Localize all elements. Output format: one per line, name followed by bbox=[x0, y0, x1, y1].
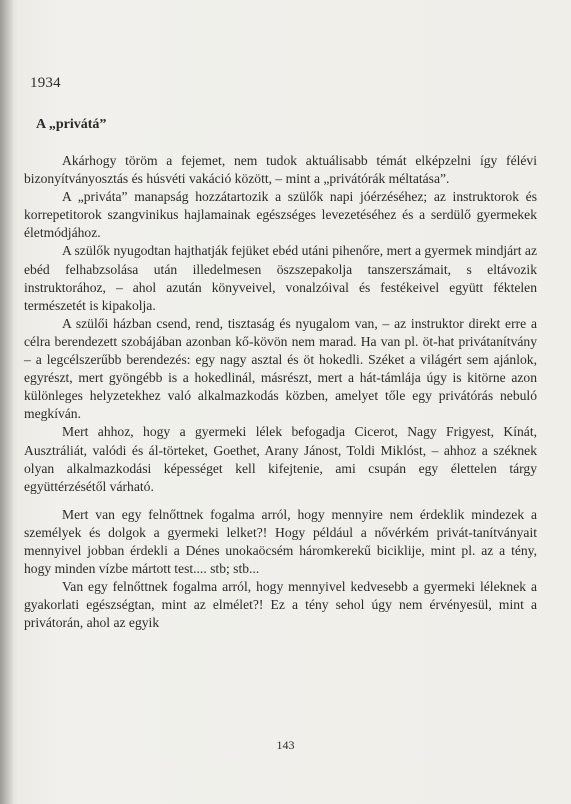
paragraph: Akárhogy töröm a fejemet, nem tudok aktuálisabb témát elképzelni így félévi bizonyítványosztás és húsvéti vakáció között, – mint a „privátórák méltatása”. bbox=[24, 153, 537, 187]
article-title: A „privátá” bbox=[36, 117, 107, 132]
paragraph: A „priváta” manapság hozzátartozik a szülők napi jóérzéséhez; az instruktorok és korrepetitorok szangvinikus hajlamainak egészséges levezetéséhez és a serdülő gyermekek életmódjához. bbox=[24, 189, 537, 241]
year-heading: 1934 bbox=[30, 75, 61, 91]
paragraph: A szülői házban csend, rend, tisztaság és nyugalom van, – az instruktor direkt erre a célra berendezett szobájában azonban kő-kövön nem marad. Ha van pl. öt-hat privátanítvány – a legcélszerűbb berendezés: egy nagy asztal és öt hokedli. Széket a világért sem ajánlok, egyrészt, mert gyöngébb is a hokedlinál, másrészt, mert a hát-támlája úgy is kitörne azon különleges helyzetekhez való alkalmazkodás közben, amelyet tőle egy privátórás nebuló megkíván. bbox=[24, 315, 537, 422]
paragraph: Van egy felnőttnek fogalma arról, hogy mennyivel kedvesebb a gyermeki léleknek a gyakorlati egészségtan, mint az elmélet?! Ez a tény sehol úgy nem érvényesül, mint a privátorán, ahol az egyik bbox=[24, 579, 537, 631]
paragraph: Mert ahhoz, hogy a gyermeki lélek befogadja Cicerot, Nagy Frigyest, Kínát, Ausztráliát, valódi és ál-törteket, Goethet, Arany Jánost, Toldi Miklóst, – ahhoz a széknek olyan alkalmazkodási képességet kell kifejtenie, ami csupán egy élettelen tárgy együttérzésétől várható. bbox=[24, 424, 537, 494]
paragraph: Mert van egy felnőttnek fogalma arról, hogy mennyire nem érdeklik mindezek a személyek és dolgok a gyermeki lelket?! Hogy például a nővérkém privát-tanítványait mennyivel jobban érdekli a Dénes unokaöcsém háromkerekű biciklije, mint pl. az a tény, hogy minden vízbe mártott test.... stb; stb... bbox=[24, 506, 537, 577]
paragraph: A szülők nyugodtan hajthatják fejüket ebéd utáni pihenőre, mert a gyermek mindjárt az ebéd felhabzsolása után illedelmesen öszszepakolja tanszerszámait, s eltávozik instruktorához, – ahol azután könyveivel, vonalzóival és festékeivel együtt féktelen természetét is kipakolja. bbox=[24, 243, 537, 313]
page-number: 143 bbox=[276, 738, 295, 752]
book-spine-shadow bbox=[0, 0, 14, 804]
article-body bbox=[24, 152, 537, 632]
